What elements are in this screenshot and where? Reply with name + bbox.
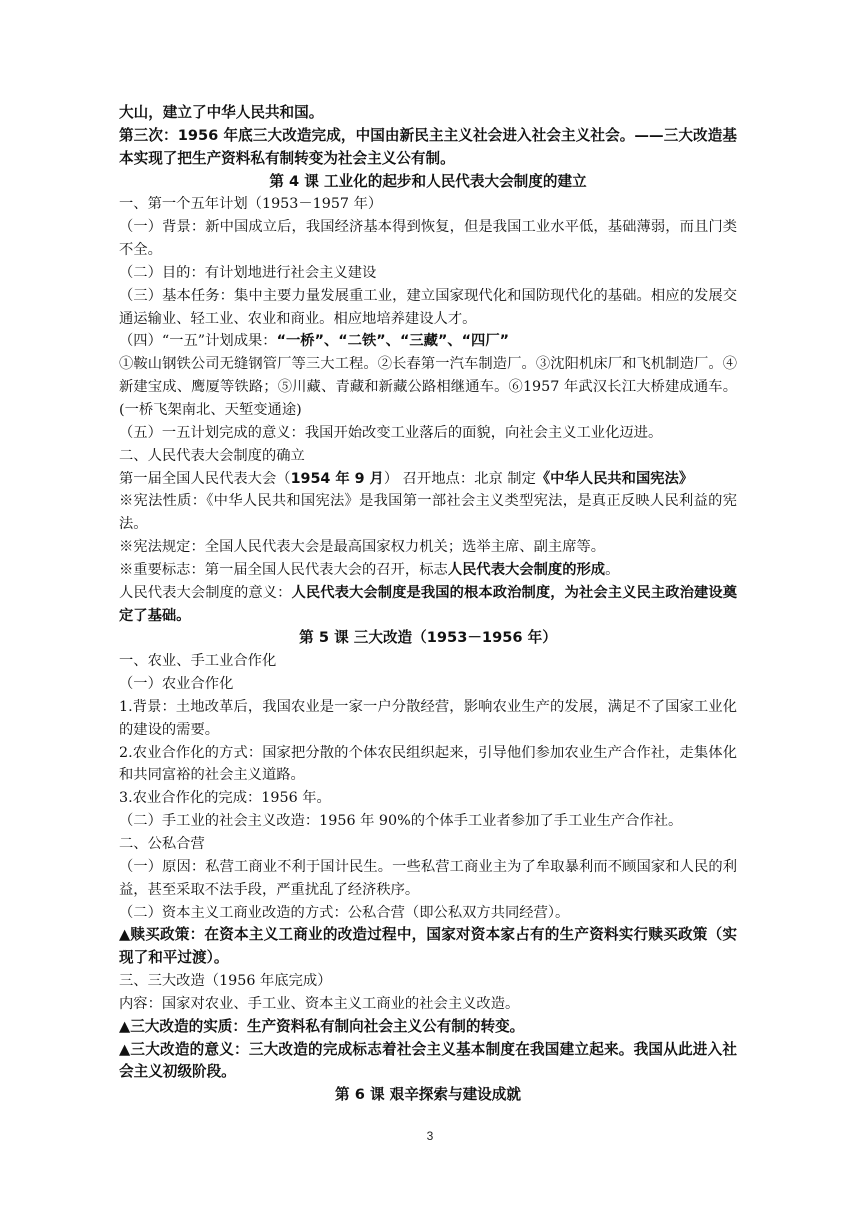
text-paragraph [119,1016,737,1039]
text-paragraph [119,193,737,216]
text-segment: ▲赎买政策：在资本主义工商业的改造过程中，国家对资本家占有的生产资料实行赎买政策（实现了和平过渡）。 [119,926,737,967]
bold-text: 人民代表大会制度是我国的根本政治制度，为社会主义民主政治建设奠定了基础。 [119,584,738,624]
text-paragraph [119,924,737,970]
text-paragraph [119,536,737,559]
text-segment: 第 4 课 工业化的起步和人民代表大会制度的建立 [269,172,587,190]
text-segment: 一、第一个五年计划（1953－1957 年） [119,196,383,213]
text-segment: 二、人民代表大会制度的确立 [119,447,305,464]
text-segment: （二）目的：有计划地进行社会主义建设 [119,264,377,281]
page-number: 3 [426,1129,434,1143]
text-paragraph [119,787,737,810]
text-segment: （三）基本任务：集中主要力量发展重工业，建立国家现代化和国防现代化的基础。相应的发展交通运输业、轻工业、农业和商业。相应地培养建设人才。 [119,287,737,327]
text-segment: 。 [605,561,620,578]
lesson-heading [119,627,737,650]
bold-text: 《中华人民共和国宪法》 [535,470,694,487]
text-paragraph [119,970,737,993]
text-segment: ） 召开地点：北京 制定 [383,470,536,487]
text-segment: 3.农业合作化的完成：1956 年。 [119,790,331,807]
text-paragraph [119,330,737,353]
text-segment: 内容：国家对农业、手工业、资本主义工商业的社会主义改造。 [119,995,520,1012]
text-paragraph [119,262,737,285]
text-paragraph [119,102,737,125]
text-segment: 第 5 课 三大改造（1953－1956 年） [299,629,557,647]
text-segment: ※宪法规定：全国人民代表大会是最高国家权力机关；选举主席、副主席等。 [119,539,606,556]
text-paragraph [119,582,737,628]
text-segment: ※重要标志：第一届全国人民代表大会的召开，标志 [119,561,448,578]
text-segment: 二、公私合营 [119,836,205,852]
text-paragraph [119,285,737,331]
text-segment: 一、农业、手工业合作化 [119,653,277,670]
text-paragraph [119,810,737,833]
text-segment: （一）原因：私营工商业不利于国计民生。一些私营工商业主为了牟取暴利而不顾国家和人民的利益，甚至采取不法手段，严重扰乱了经济秩序。 [119,858,737,898]
text-paragraph [119,833,737,856]
text-segment: 第 6 课 艰辛探索与建设成就 [335,1086,521,1104]
lesson-heading [119,1084,737,1107]
text-segment: 第一届全国人民代表大会（ [119,470,291,487]
lesson-heading [119,171,737,194]
text-paragraph [119,742,737,788]
bold-text: “一桥”、“二铁”、“三藏”、“四厂” [276,333,510,350]
text-paragraph [119,1039,737,1085]
text-segment: （一）背景：新中国成立后，我国经济基本得到恢复，但是我国工业水平低，基础薄弱，而且门类不全。 [119,219,737,259]
text-paragraph [119,125,737,171]
text-segment: （四）“一五”计划成果： [119,333,277,350]
document-body [119,102,737,1107]
text-paragraph [119,445,737,468]
text-paragraph [119,673,737,696]
text-segment: 1.背景：土地改革后，我国农业是一家一户分散经营，影响农业生产的发展，满足不了国家工业化的建设的需要。 [119,698,737,738]
text-paragraph [119,902,737,925]
text-segment: ▲三大改造的意义：三大改造的完成标志着社会主义基本制度在我国建立起来。我国从此进入社会主义初级阶段。 [119,1040,737,1081]
text-paragraph [119,650,737,673]
text-segment: 大山，建立了中华人民共和国。 [119,104,324,121]
text-paragraph [119,422,737,445]
text-segment: （五）一五计划完成的意义：我国开始改变工业落后的面貌，向社会主义工业化迈进。 [119,424,663,441]
text-paragraph [119,490,737,536]
text-paragraph [119,993,737,1016]
text-segment: 2.农业合作化的方式：国家把分散的个体农民组织起来，引导他们参加农业生产合作社，走集体化和共同富裕的社会主义道路。 [119,744,737,784]
text-segment: 第三次：1956 年底三大改造完成，中国由新民主主义社会进入社会主义社会。——三大改造基本实现了把生产资料私有制转变为社会主义公有制。 [119,126,737,167]
text-paragraph [119,559,737,582]
bold-text: 人民代表大会制度的形成 [447,561,606,578]
text-segment: 三、三大改造（1956 年底完成） [119,973,332,990]
text-segment: ※宪法性质：《中华人民共和国宪法》是我国第一部社会主义类型宪法，是真正反映人民利益的宪法。 [119,493,737,533]
text-segment: ①鞍山钢铁公司无缝钢管厂等三大工程。②长春第一汽车制造厂。③沈阳机床厂和飞机制造厂。④新建宝成、鹰厦等铁路；⑤川藏、青藏和新藏公路相继通车。⑥1957 年武汉长江大桥建成通车。(一桥飞架南北、天堑变通途) [119,356,737,418]
text-paragraph [119,353,737,422]
text-segment: 人民代表大会制度的意义： [119,584,292,601]
text-paragraph [119,216,737,262]
text-segment: （二）手工业的社会主义改造：1956 年 90%的个体手工业者参加了手工业生产合作社。 [119,813,683,830]
text-segment: （二）资本主义工商业改造的方式：公私合营（即公私双方共同经营）。 [119,904,570,921]
text-segment: ▲三大改造的实质：生产资料私有制向社会主义公有制的转变。 [119,1017,525,1035]
text-paragraph [119,696,737,742]
text-segment: （一）农业合作化 [119,676,234,693]
text-paragraph [119,468,737,491]
text-paragraph [119,856,737,902]
bold-text: 1954 年 9 月 [290,470,384,487]
